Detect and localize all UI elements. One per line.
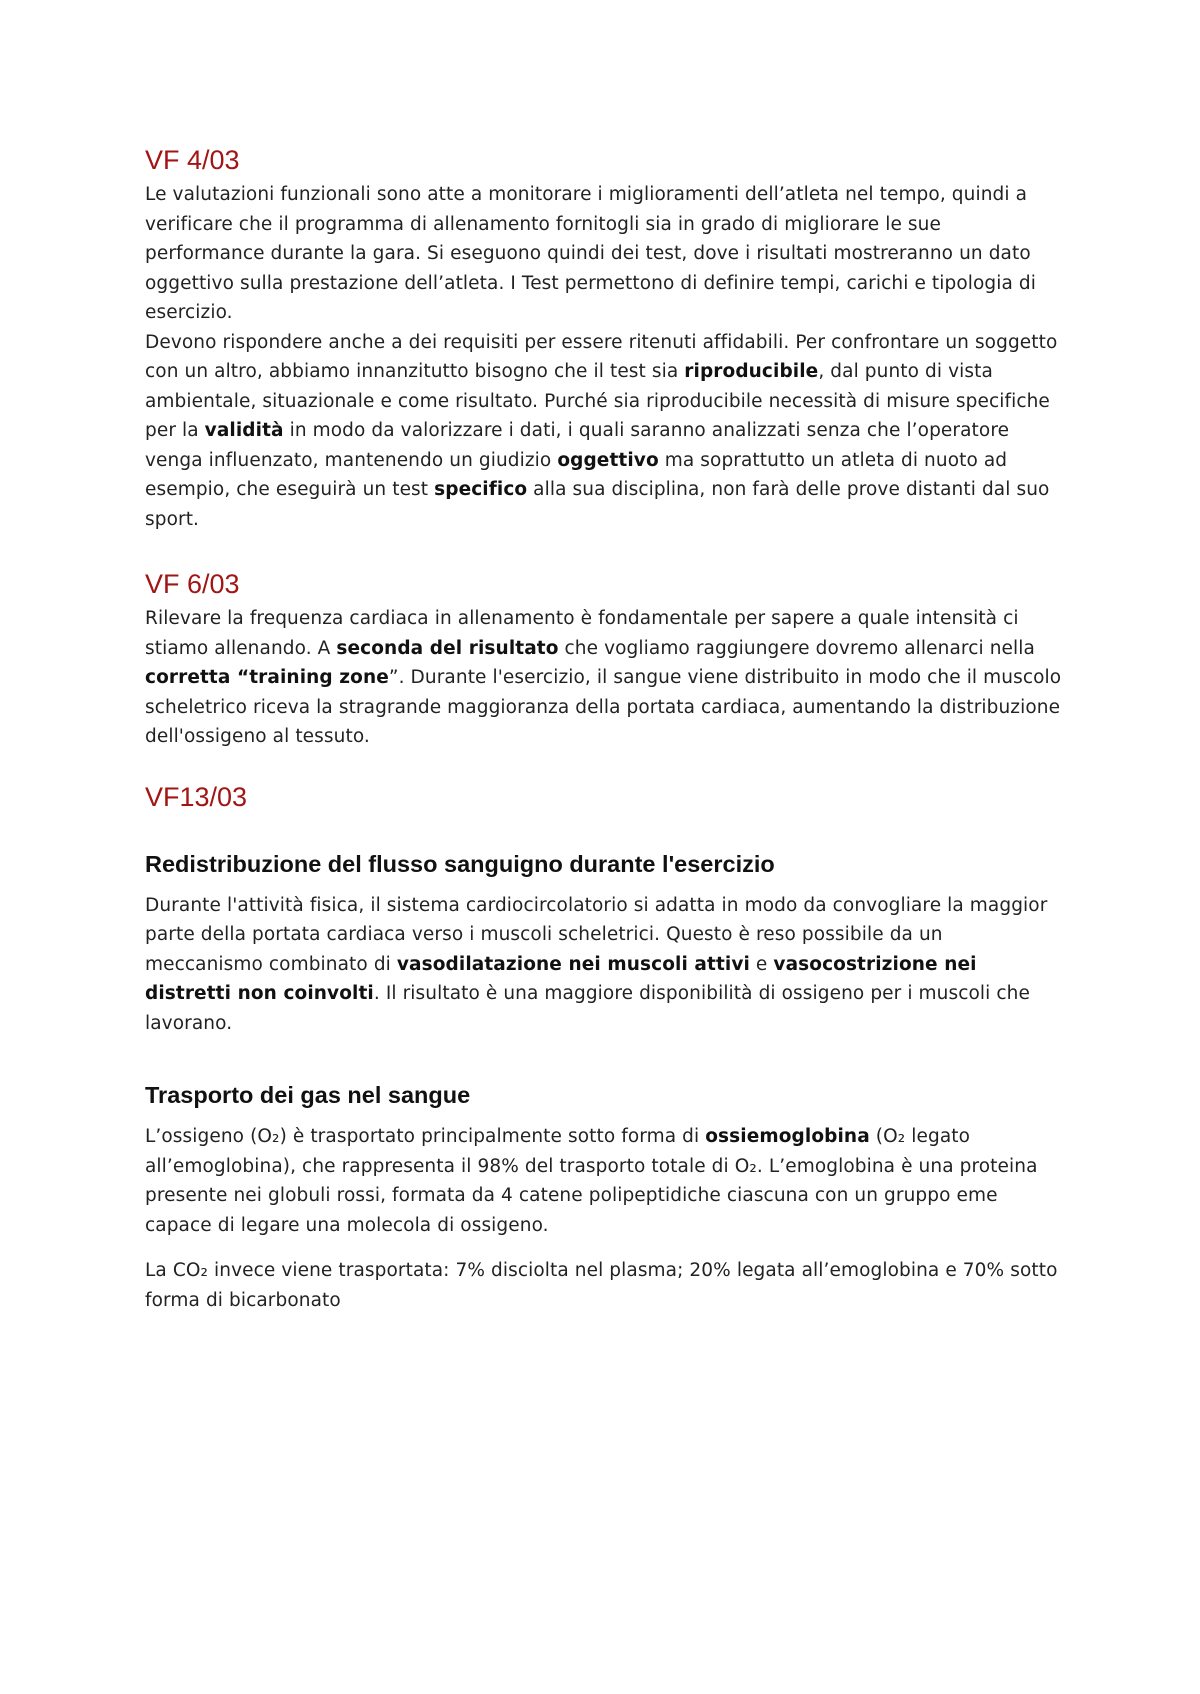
text-run: e	[749, 953, 774, 975]
text-run: La CO₂ invece viene trasportata: 7% disciolta nel plasma; 20% legata all’emoglobina e 70% sotto forma di bicarbonato	[145, 1260, 1058, 1311]
text-run: Durante l'attività fisica, il sistema cardiocircolatorio si adatta in modo da convogliare la maggior parte della portata cardiaca verso i muscoli scheletrici. Questo è reso possibile da un meccanismo combinato di	[145, 894, 1048, 975]
text-run: ”. Durante l'esercizio, il sangue viene distribuito in modo che il muscolo scheletrico riceva la stragrande maggioranza della portata cardiaca, aumentando la distribuzione dell'ossigeno al tessuto.	[145, 667, 1062, 747]
text-run: Le valutazioni funzionali sono atte a monitorare i miglioramenti dell’atleta nel tempo, quindi a verificare che il programma di allenamento fornitogli sia in grado di migliorare le sue performance durante la gara. Si eseguono quindi dei test, dove i risultati mostreranno un dato oggettivo sulla prestazione dell’atleta. I Test permettono di definire tempi, carichi e tipologia di esercizio.	[145, 184, 1037, 323]
bold-term: ossiemoglobina	[705, 1126, 870, 1147]
bold-term: vasodilatazione nei muscoli attivi	[396, 953, 750, 975]
text-run: (O₂ legato all’emoglobina), che rappresenta il 98% del trasporto totale di O₂. L’emoglobina è una proteina presente nei globuli rossi, formata da 4 catene polipeptidiche ciascuna con un gruppo eme capace di legare una molecola di ossigeno.	[145, 1126, 1038, 1236]
text-run: , dal punto di vista ambientale, situazionale e come risultato. Purché sia riproducibile necessità di misure specifiche per la	[145, 361, 1050, 441]
subheading-blood-flow-redistribution: Redistribuzione del flusso sanguigno durante l'esercizio	[145, 850, 775, 877]
subheading-gas-transport: Trasporto dei gas nel sangue	[145, 1082, 471, 1108]
text-run: Rilevare la frequenza cardiaca in allenamento è fondamentale per sapere a quale intensità ci stiamo allenando. A	[145, 608, 1019, 659]
paragraph	[145, 604, 1065, 752]
paragraph	[145, 180, 1065, 328]
bold-term: vasocostrizione nei distretti non coinvolti	[145, 953, 977, 1004]
text-run: L’ossigeno (O₂) è trasportato principalmente sotto forma di	[145, 1126, 706, 1147]
bold-term: specifico	[434, 479, 528, 500]
bold-term: corretta “training zone	[145, 667, 389, 688]
document-page	[145, 140, 1065, 1315]
text-run: . Il risultato è una maggiore disponibilità di ossigeno per i muscoli che lavorano.	[145, 983, 1030, 1034]
bold-term: oggettivo	[557, 449, 659, 471]
section-title-vf13-03: VF13/03	[145, 781, 248, 812]
paragraph	[145, 1122, 1065, 1240]
bold-term: validità	[204, 420, 284, 441]
bold-term: seconda del risultato	[336, 637, 559, 659]
text-run: in modo da valorizzare i dati, i quali saranno analizzati senza che l’operatore venga influenzato, mantenendo un giudizio	[145, 420, 1010, 471]
section-title-vf-4-03: VF 4/03	[145, 145, 240, 175]
paragraph	[145, 1256, 1065, 1315]
paragraph	[145, 328, 1065, 535]
bold-term: riproducibile	[684, 361, 819, 382]
paragraph	[145, 891, 1065, 1039]
text-run: Devono rispondere anche a dei requisiti per essere ritenuti affidabili. Per confrontare un soggetto con un altro, abbiamo innanzitutto bisogno che il test sia	[145, 331, 1058, 382]
text-run: alla sua disciplina, non farà delle prove distanti dal suo sport.	[145, 479, 1050, 530]
text-run: che vogliamo raggiungere dovremo allenarci nella	[558, 637, 1035, 659]
section-title-vf-6-03: VF 6/03	[145, 569, 240, 599]
text-run: ma soprattutto un atleta di nuoto ad esempio, che eseguirà un test	[145, 449, 1008, 500]
